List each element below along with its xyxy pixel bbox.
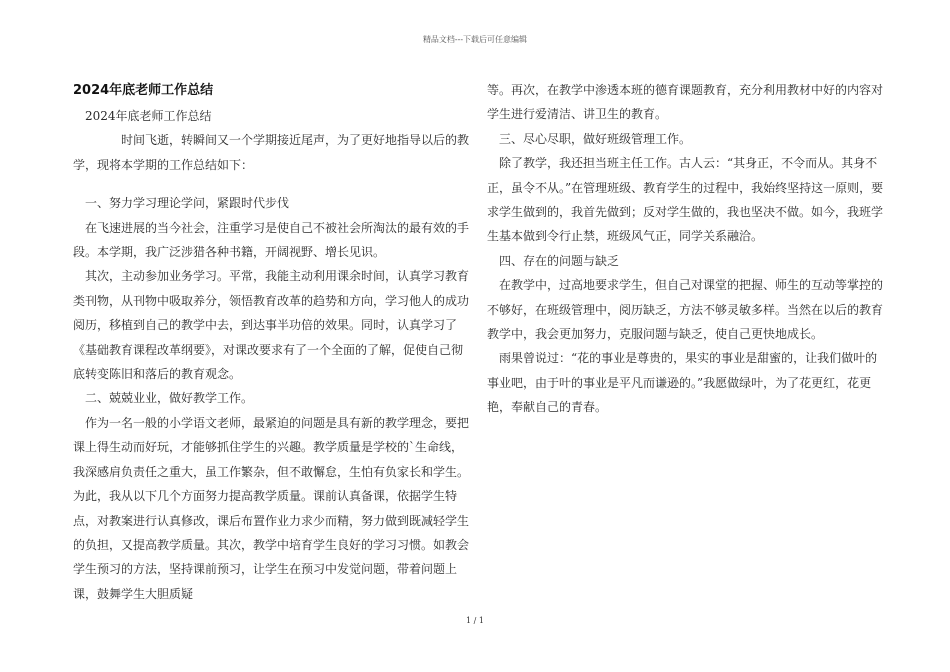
section-heading-1: 一、努力学习理论学问，紧跟时代步伐 bbox=[85, 196, 290, 211]
body-paragraph: 雨果曾说过：“花的事业是尊贵的，果实的事业是甜蜜的，让我们做叶的事业吧，由于叶的事业是平凡而谦逊的。”我愿做绿叶，为了花更红，花更艳，奉献自己的青春。 bbox=[487, 351, 878, 415]
body-paragraph: 在飞速进展的当今社会，注重学习是使自己不被社会所淘汰的最有效的手段。本学期，我广泛涉猎各种书籍，开阔视野、增长见识。 bbox=[73, 220, 470, 260]
spacer bbox=[73, 177, 473, 191]
body-paragraph: 其次，主动参加业务学习。平常，我能主动利用课余时间，认真学习教育类刊物，从刊物中吸取养分，领悟教育改革的趋势和方向，学习他人的成功阅历，移植到自己的教学中去，到达事半功倍的效果。同时，认真学习了《基础教育课程改革纲要》，对课改要求有了一个全面的了解，促使自己彻底转变陈旧和落后的教育观念。 bbox=[73, 269, 470, 382]
subtitle-paragraph: 2024年底老师工作总结 bbox=[85, 109, 212, 123]
body-paragraph: 作为一名一般的小学语文老师，最紧迫的问题是具有新的教学理念，要把课上得生动而好玩，才能够抓住学生的兴趣。教学质量是学校的`生命线，我深感肩负责任之重大，虽工作繁杂，但不敢懈怠，生怕有负家长和学生。为此，我从以下几个方面努力提高教学质量。课前认真备课，依据学生特点，对教案进行认真修改，课后布置作业力求少而精，努力做到既减轻学生的负担，又提高教学质量。其次，教学中培育学生良好的学习习惯。如教会学生预习的方法，坚持课前预习，让学生在预习中发觉问题，带着问题上课，鼓舞学生大胆质疑 bbox=[73, 415, 470, 601]
intro-paragraph: 时间飞逝，转瞬间又一个学期接近尾声，为了更好地指导以后的教学，现将本学期的工作总结如下： bbox=[73, 133, 470, 172]
body-paragraph: 在教学中，过高地要求学生，但自己对课堂的把握、师生的互动等掌控的不够好，在班级管理中，阅历缺乏，方法不够灵敏多样。当然在以后的教育教学中，我会更加努力，克服问题与缺乏，使自己更快地成长。 bbox=[487, 278, 884, 342]
section-heading-3: 三、尽心尽职，做好班级管理工作。 bbox=[499, 131, 692, 146]
section-heading-2: 二、兢兢业业，做好教学工作。 bbox=[85, 391, 254, 406]
document-title: 2024年底老师工作总结 bbox=[73, 83, 214, 98]
continued-paragraph: 等。再次，在教学中渗透本班的德育课题教育，充分利用教材中好的内容对学生进行爱清洁、讲卫生的教育。 bbox=[487, 83, 884, 122]
page-number: 1 / 1 bbox=[466, 616, 484, 625]
right-column bbox=[487, 78, 887, 420]
left-column bbox=[73, 78, 473, 606]
body-paragraph: 除了教学，我还担当班主任工作。古人云：“其身正，不令而从。其身不正，虽令不从。”在管理班级、教育学生的过程中，我始终坚持这一原则，要求学生做到的，我首先做到；反对学生做的，我也坚决不做。如今，我班学生基本做到令行止禁，班级风气正，同学关系融洽。 bbox=[487, 156, 884, 244]
header-note: 精品文档---下载后可任意编辑 bbox=[422, 35, 528, 44]
section-heading-4: 四、存在的问题与缺乏 bbox=[499, 253, 620, 268]
